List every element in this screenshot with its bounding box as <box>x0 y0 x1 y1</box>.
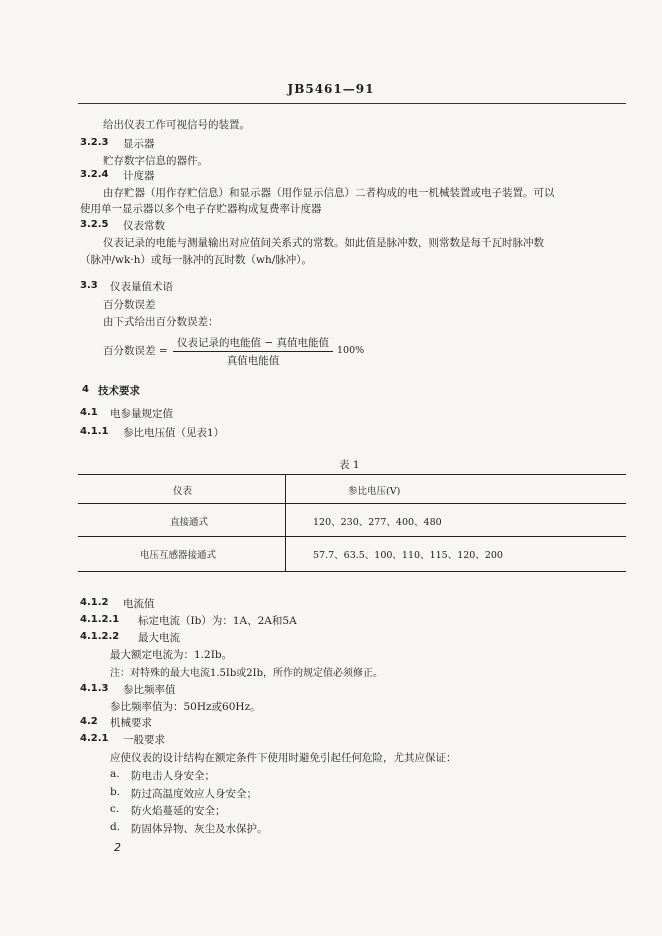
list-item-label: b. <box>110 786 121 798</box>
list-item-label: a. <box>110 768 120 780</box>
paragraph-line: 使用单一显示器以多个电子存贮器构成复费率计度器 <box>80 203 322 215</box>
paragraph-line: 参比频率值为：50Hz或60Hz。 <box>110 701 261 713</box>
paragraph-line: 应使仪表的设计结构在额定条件下使用时避免引起任何危险，尤其应保证： <box>110 752 457 764</box>
table-cell: 直接通式 <box>170 517 209 528</box>
formula-lhs: 百分数误差 = <box>103 345 168 357</box>
section-number: 3.3 <box>80 280 98 291</box>
section-number: 4.1.1 <box>80 426 109 437</box>
section-title: 参比频率值 <box>123 684 176 696</box>
subsection-title: 百分数误差 <box>103 299 156 311</box>
document-code-header: JB5461—91 <box>287 82 375 96</box>
section-title: 机械要求 <box>110 717 152 729</box>
page-number: 2 <box>114 841 121 854</box>
paragraph-line: 由下式给出百分数误差： <box>103 316 219 328</box>
section-title: 最大电流 <box>138 632 180 644</box>
section-number: 3.2.4 <box>80 169 109 180</box>
paragraph-line: （脉冲/wk·h）或每一脉冲的瓦时数（wh/脉冲）。 <box>80 254 313 266</box>
table-caption: 表 1 <box>339 459 360 471</box>
section-number: 4.1.2.1 <box>80 614 120 625</box>
section-title: 一般要求 <box>123 734 165 746</box>
section-title: 技术要求 <box>98 385 140 397</box>
list-item-label: d. <box>110 821 121 833</box>
formula-denominator: 真值电能值 <box>226 355 280 367</box>
section-number: 4.2.1 <box>80 733 109 744</box>
list-item-label: c. <box>110 803 120 815</box>
paragraph-line: 标定电流（Ib）为：1A、2A和5A <box>138 615 297 627</box>
list-item: 防火焰蔓延的安全； <box>131 805 226 817</box>
table-cell: 电压互感器接通式 <box>140 550 217 561</box>
table-header-rule <box>78 503 626 504</box>
paragraph-line: 最大额定电流为：1.2Ib。 <box>110 649 233 661</box>
table-column-divider <box>285 475 286 571</box>
section-title: 仪表量值术语 <box>110 281 173 293</box>
table-header-cell: 参比电压(V) <box>348 486 401 497</box>
section-title: 参比电压值（见表1） <box>123 427 225 439</box>
formula-fraction <box>173 335 333 368</box>
table-1 <box>78 474 626 572</box>
section-number: 4.1 <box>80 407 98 418</box>
formula-rhs: 100% <box>337 345 365 356</box>
table-header-cell: 仪表 <box>173 486 193 497</box>
list-item: 防过高温度效应人身安全； <box>131 788 257 800</box>
paragraph-line: 仪表记录的电能与测量输出对应值间关系式的常数。如此值是脉冲数，则常数是每千瓦时脉冲数 <box>103 237 544 249</box>
paragraph-line: 贮存数字信息的器件。 <box>103 155 208 167</box>
section-number: 4.1.2.2 <box>80 631 120 642</box>
section-title: 电参量规定值 <box>110 408 173 420</box>
table-cell: 57.7、63.5、100、110、115、120、200 <box>313 550 503 561</box>
list-item: 防电击人身安全； <box>131 770 215 782</box>
section-number: 4 <box>82 384 89 395</box>
section-title: 计度器 <box>123 170 155 182</box>
table-cell: 120、230、277、400、480 <box>313 517 442 528</box>
section-title: 电流值 <box>123 598 155 610</box>
section-number: 4.2 <box>80 716 98 727</box>
fraction-bar <box>173 351 333 352</box>
section-title: 仪表常数 <box>123 220 165 232</box>
table-row-rule <box>78 536 626 537</box>
paragraph-line: 给出仪表工作可视信号的装置。 <box>103 119 250 131</box>
section-number: 4.1.2 <box>80 597 109 608</box>
list-item: 防固体异物、灰尘及水保护。 <box>131 823 268 835</box>
note-line: 注：对特殊的最大电流1.5Ib或2Ib，所作的规定值必须修正。 <box>110 668 383 679</box>
section-number: 3.2.3 <box>80 137 109 148</box>
section-number: 4.1.3 <box>80 683 109 694</box>
header-rule <box>78 103 626 104</box>
section-title: 显示器 <box>123 138 155 150</box>
section-number: 3.2.5 <box>80 219 109 230</box>
paragraph-line: 由存贮器（用作存贮信息）和显示器（用作显示信息）二者构成的电一机械装置或电子装置。可以 <box>103 187 555 199</box>
formula-numerator: 仪表记录的电能值 − 真值电能值 <box>177 337 329 349</box>
